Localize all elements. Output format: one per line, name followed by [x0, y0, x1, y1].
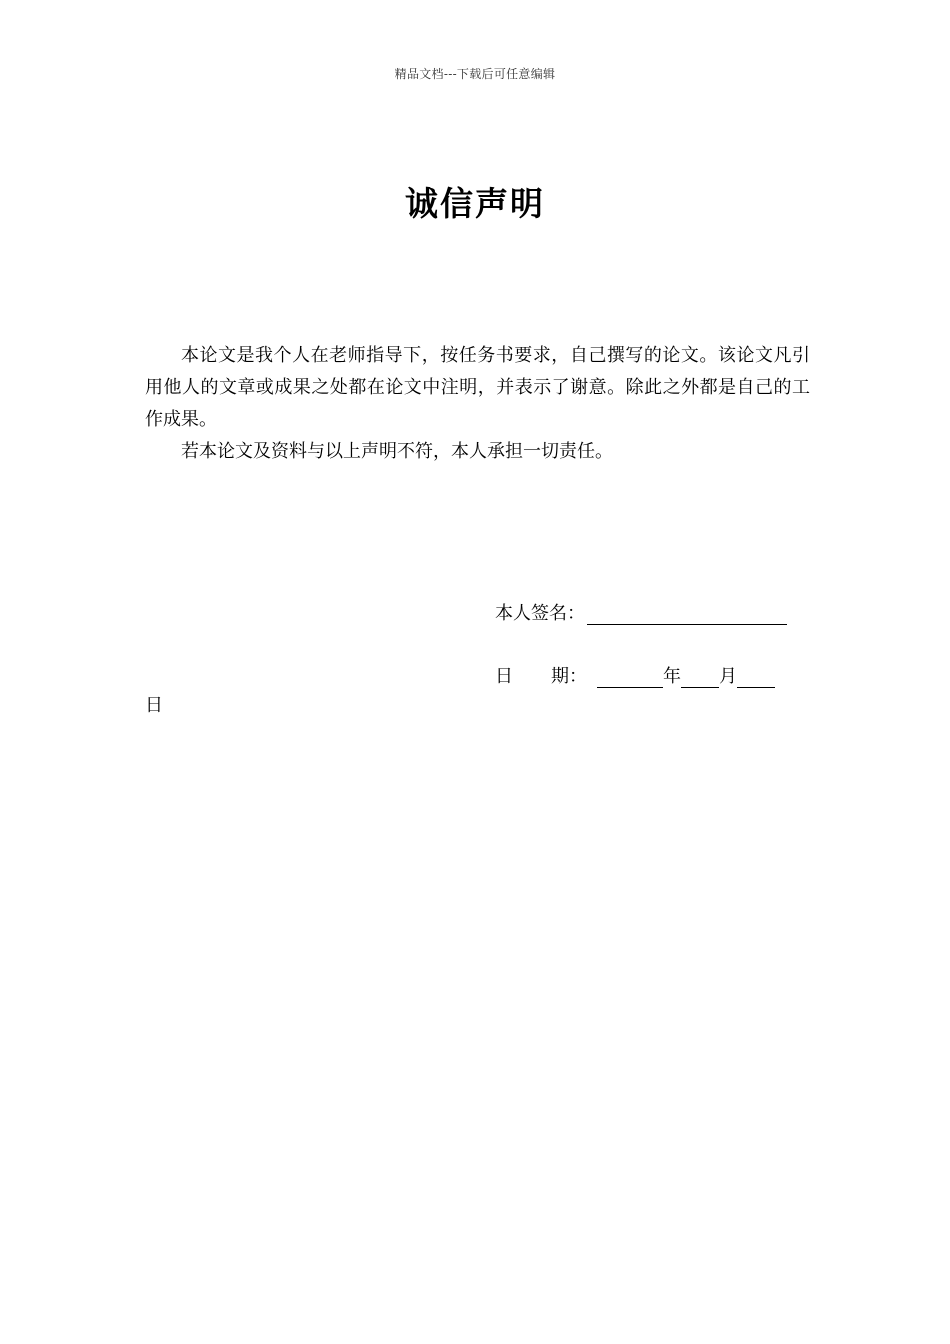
date-label-first: 日 [495, 666, 513, 687]
day-label: 日 [145, 695, 163, 716]
signature-blank-line[interactable] [587, 602, 787, 625]
date-row [495, 660, 775, 688]
signature-label: 本人签名： [495, 603, 585, 624]
year-blank-line[interactable] [597, 665, 663, 688]
month-blank-line[interactable] [681, 665, 719, 688]
declaration-body [145, 340, 810, 468]
declaration-paragraph-2: 若本论文及资料与以上声明不符，本人承担一切责任。 [181, 441, 613, 462]
page-title: 诚信声明 [405, 184, 545, 223]
month-label: 月 [719, 666, 737, 687]
signature-row [495, 597, 787, 625]
year-label: 年 [663, 666, 681, 687]
date-label-second: 期： [551, 666, 587, 687]
header-watermark: 精品文档---下载后可任意编辑 [394, 67, 556, 81]
day-blank-line[interactable] [737, 665, 775, 688]
declaration-paragraph-1: 本论文是我个人在老师指导下，按任务书要求，自己撰写的论文。该论文凡引用他人的文章或成果之处都在论文中注明，并表示了谢意。除此之外都是自己的工作成果。 [145, 345, 810, 430]
